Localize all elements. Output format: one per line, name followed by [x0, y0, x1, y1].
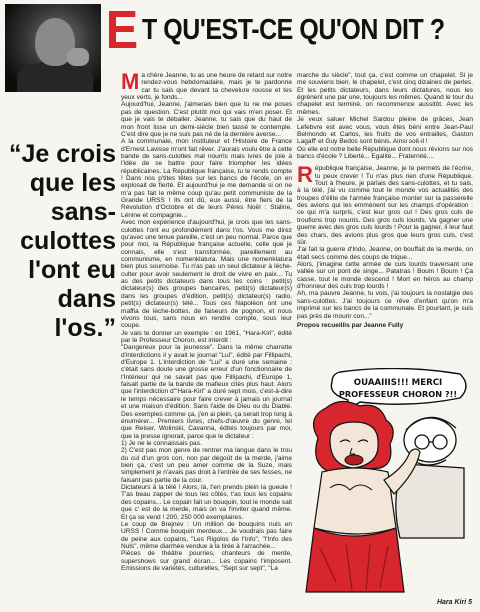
- article-column-2: [297, 72, 473, 364]
- speech-line-1: OUAAIIIS!!! MERCI: [353, 378, 443, 388]
- pull-quote: “Je crois que les sans-culottes l'ont eu dans l'os.”: [8, 140, 116, 342]
- page-footer: Hara Kiri 5: [436, 599, 472, 606]
- article-paragraph: Alors, j'imagine cette armée de culs lourds traversant une vallée sur un pont de singe... Patatras ! Boum ! Boum ! Ça casse, tout le monde descend ! Mort en héros au champ d'honneur des culs trop lourds !: [297, 260, 473, 291]
- article-paragraph: Où elle est notre belle République dont nous rêvions sur nos bancs d'école ? Liberté... Egalité... Fraternité....: [297, 145, 473, 160]
- article-paragraph: Le coup de Brejnev : Un million de bouquins nuls en URSS ! Comme bouquin merdeux... Je voudrais pas faire de peine aux copains, "Les Rigolos de l'Info", "l'Info des Nuls", même diarrhée vendue à la tirée à l'arrachée...: [121, 520, 292, 550]
- article-paragraph: Je veux saluer Michel Sardou pleine de grâces, Jean Lefebvre est avec vous, vous êtes béni entre Jean-Paul Belmondo et Carlos, les fruits de vos entrailles, Gaston Lagaff' et Guy Bedos sont bénis. Ainsi soit-il !: [297, 116, 473, 146]
- drop-cap-m: M: [121, 72, 140, 94]
- choron-portrait-photo: [5, 4, 101, 92]
- headline-initial: E: [105, 0, 139, 60]
- article-paragraph: 2) C'est pas mon genre de rentrer ma langue dans le trou du cul d'un gros con, non par dégoût de la merde, j'aime bien ça, c'est un peu amer comme de la Suze, mais simplement je n'avais pas droit à l'entrée de ses fesses, ne faisant pas partie de la cour.: [121, 447, 292, 484]
- article-paragraph: J'ai fait la guerre d'Indo, Jeanne, on bouffait de la merde, on était secs comme des coups de trique...: [297, 246, 473, 261]
- article-paragraph: Pièces de théâtre pourries, chanteurs de merde, supershows sur grand écran... Les copains l'imposent. Emissions de variétés, culturelles, "Sept sur sept", "La: [121, 550, 292, 573]
- article-paragraph: "Dangereux pour la jeunesse". Dans la même charrette d'interdictions il y avait le journal "Lui", édité par Fillipachi, d'Europe 1. L'interdiction de "Lui" a duré une semaine : c'était sans doute une grosse erreur d'un fonctionnaire de l'Intérieur qui ne savait pas que Fillipachi, d'Europe 1, faisait partie de la bande de mafieux cités plus haut. Alors que l'interdiction d'"Hara-Kiri" a duré sept mois, c'est-à-dire le temps nécessaire pour faire crever à jamais un journal et une maison d'édition. Sans l'aide de Dieu ou du Diable. Des exemples comme ça, j'en ai plein, ça serait trop long à énumérer... Premiers livres, chefs-d'œuvre du genre, tel que Reiser, Wolinski, Cavanna, édités toujours par moi, que la presse ignorait, parce que le dictateur :: [121, 344, 292, 440]
- article-column-1: [121, 72, 292, 602]
- article-paragraph: Ah, ma pauvre Jeanne, tu vois, j'ai toujours la nostalgie des sans-culottes. J'ai toujours ce rêve d'enfant qu'on m'a imprimé sur les bancs de la communale. Et pourtant, je suis pas près de mourir con...": [297, 290, 473, 320]
- article-paragraph: Dictateurs à la télé ! Alors, là, t'en prends plein la gueule ! T'as beau zapper de tous les côtés, t'as tous les copains des copains... Le copain fait un bouquin, tout le monde sait que c' est de la merde, mais on va l'inviter quand même. Et ça se vend ! 200, 250 000 exemplaires.: [121, 484, 292, 521]
- article-paragraph: Avec mon expérience d'aujourd'hui, je crois que les sans-culottes l'ont eu profondément dans l'os. Vous me direz qu'avec une tenue pareille, c'est un peu normal. Parce que pour moi, la République française actuelle, celle que je connais, elle s'est transformée, pareillement au communisme, en nomenklatura. Mais une nomenklatura bien plus sournoise. Tu n'as pas un seul dictateur à lèche-culter pour avoir seulement le droit de vivre en paix... Tu as des petits dictateurs dans tous les coins : petit(s) dictateur(s) des groupes bancaires, petit(s) dictateur(s) dans les groupes d'édition, petit(s) dictateur(s) radio, petit(s) dictateur(s) télé... Tous ces Napoléon ont une maffia de lèche-bottes, de faiseurs de pognon, et nous vivons tous, sans nous en rendre compte, sous leur coupe.: [121, 219, 292, 330]
- drop-cap-r: R: [297, 162, 313, 188]
- cartoon-illustration: [300, 368, 472, 596]
- article-paragraph: Je vais te donner un exemple : en 1961, "Hara-Kiri", édité par le Professeur Choron, est interdit :: [121, 329, 292, 344]
- article-paragraph: République française, Jeanne, je te permets de l'écrire, tu peux crever ! Tu n'as plus rien d'une République. Tout à l'heure, je parlais des sans-culottes, et tu sais, à la télé, j'ai vu comme tout le monde vos actualités des troupes d'élite de l'armée française monter sur la passerelle des avions qui les emmènent sur les champs d'opération : ce qui m'a surpris, c'est leur gros cul ! Des gros culs de troufions trop nourris. Des gros culs lourds. Va gagner une guerre avec des gros culs lourds ! Pour la gagner, il leur faut des chars, des avions plus gros que leurs gros culs, c'est sûr.: [297, 162, 473, 246]
- article-paragraph: 1) Je ne le connaissais pas.: [121, 439, 202, 447]
- headline-text: T QU'EST-CE QU'ON DIT ?: [142, 13, 445, 46]
- speech-line-2: PROFESSEUR CHORON ?!!: [338, 389, 458, 399]
- headline: [104, 2, 476, 58]
- article-paragraph: marche du siècle", tout ça, c'est comme un chapelet. Si je me souviens bien, le chapelet, c'est cinq dizaines de perles. Et les petits dictateurs, dans leurs dictatures, nous les égrènent une par une, toujours les mêmes. Quand le tour du chapelet est terminé, on recommence aussitôt. Avec les mêmes.: [297, 72, 473, 116]
- article-paragraph: A la communale, mon instituteur et l'Histoire de France d'Ernest Lavisse m'ont fait rêver. J'aurais voulu être à cette bande de sans-culottes mal nourris mais ivres de joie à l'idée de se battre pour faire triompher les idées républicaines. La République française, tu te rends compte ! Dans nos p'tites têtes sur les bancs de l'école, on en explosait de fierté. Et aujourd'hui je me demande si on ne m'a pas fait le même coup qu'au petit communiste de la Grande URSS ! Ils ont dû, eux aussi, être fiers de la Révolution d'Octobre et de leurs Pères Noël : Staline, Lénine et compagnie...: [121, 138, 292, 219]
- article-paragraph: Ma chère Jeanne, tu as une heure de retard sur notre rendez-vous hebdomadaire, mais je te pardonne car tu sais que devant ta chevelure rousse et tes yeux verts, je fonds...: [121, 72, 292, 102]
- article-paragraph: Aujourd'hui, Jeanne, j'aimerais bien que tu ne me poses pas de question. C'est plutôt moi qui vais m'en poser. Et que je vais te déballer. Jeanne, tu sais que du haut de mon front lisse un demi-siècle bien tassé te contemple. C'est dire que je ne suis pas né de la dernière averse...: [121, 101, 292, 138]
- interview-credit: Propos recueillis par Jeanne Fully: [297, 321, 404, 329]
